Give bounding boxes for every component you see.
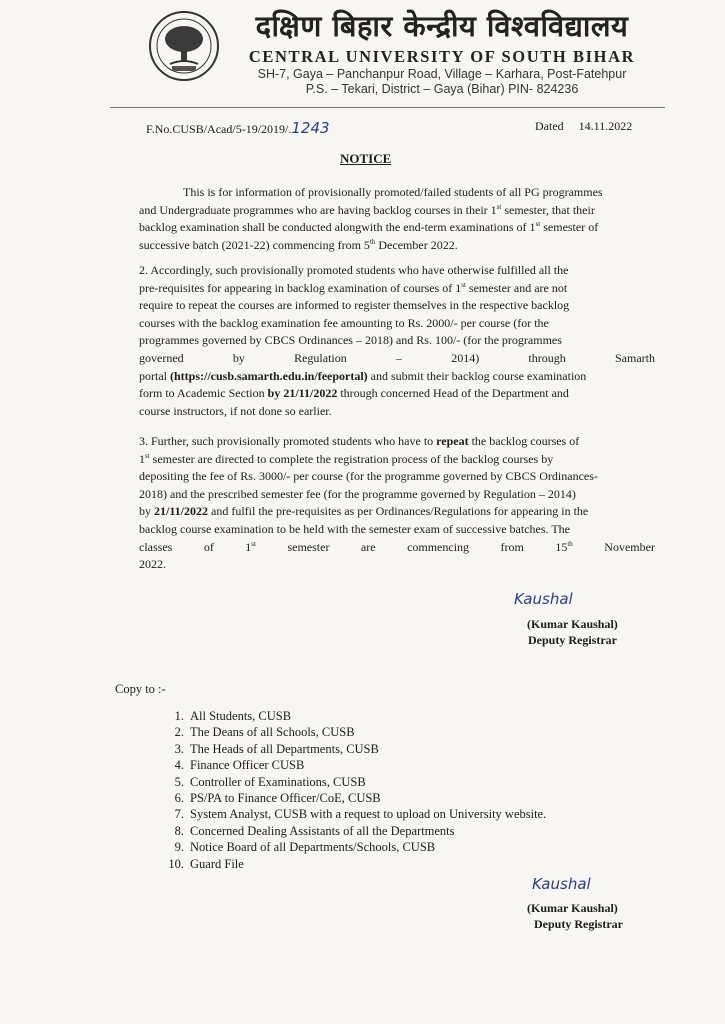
list-item (156, 823, 546, 839)
para3-text: 2022. (139, 557, 166, 572)
list-number: 9. (174, 840, 184, 855)
para2-text: semester and are not (465, 280, 568, 295)
header-divider (110, 107, 665, 108)
para3-word-base: 1 (245, 539, 252, 554)
list-number: 7. (174, 807, 184, 822)
para3-word-base: 15 (555, 539, 568, 554)
deadline-date: by 21/11/2022 (267, 386, 338, 401)
paragraph-1 (139, 184, 655, 254)
list-item-text: Notice Board of all Departments/Schools, CUSB (190, 840, 436, 855)
para2-word: Regulation (294, 350, 347, 365)
signatory-designation-1: Deputy Registrar (528, 633, 617, 647)
para2-word: – (395, 350, 402, 365)
para1-text: semester of (540, 220, 599, 235)
list-item-text: System Analyst, CUSB with a request to upload on University website. (190, 807, 547, 822)
university-address (222, 67, 662, 97)
para3-text: 3. Further, such provisionally promoted students who have to (139, 434, 437, 448)
para2-text: require to repeat the courses are informed to register themselves in the respective backlog (139, 298, 570, 313)
para3-word (245, 539, 256, 557)
list-item (156, 741, 546, 757)
file-number (146, 119, 330, 137)
para3-word: are (360, 539, 376, 554)
repeat-emphasis: repeat (436, 434, 469, 448)
superscript: st (496, 202, 502, 211)
para3-spread-line (139, 539, 655, 557)
superscript: st (145, 451, 150, 460)
list-item (156, 757, 546, 773)
para2-word: through (528, 350, 566, 365)
para3-word: commencing (407, 539, 470, 554)
address-line-2: P.S. – Tekari, District – Gaya (Bihar) PIN- 824236 (305, 82, 579, 96)
para3-word: of (203, 539, 214, 554)
para3-text: by (139, 504, 154, 519)
para2-text: programmes governed by CBCS Ordinances – 2018) and Rs. 100/- (for the programmes (139, 333, 562, 348)
notice-title: NOTICE (340, 151, 392, 166)
para3-text: 1 (139, 451, 145, 466)
list-number: 5. (174, 774, 184, 789)
list-item (156, 724, 546, 740)
notice-date: 14.11.2022 (578, 119, 633, 133)
file-number-handwritten: 1243 (291, 119, 330, 137)
para1-text: successive batch (2021-22) commencing from 5 (139, 237, 370, 252)
feeportal-link[interactable]: (https://cusb.samarth.edu.in/feeportal) (170, 368, 368, 383)
para2-word: governed (139, 350, 184, 365)
paragraph-3 (139, 433, 655, 574)
date-line (535, 119, 632, 134)
para3-text: backlog course examination to be held with the semester exam of successive batches. The (139, 521, 570, 536)
deadline-date: 21/11/2022 (154, 504, 209, 519)
para2-text: course instructors, if not done so earlier. (139, 403, 332, 418)
superscript: st (535, 220, 541, 229)
copy-to-label: Copy to :- (115, 682, 166, 696)
para3-text: and fulfil the pre-requisites as per Ordinances/Regulations for appearing in the (208, 504, 589, 519)
dated-label: Dated (535, 119, 564, 133)
list-item (156, 856, 546, 872)
list-item (156, 790, 546, 806)
para2-word: Samarth (614, 350, 655, 365)
superscript: th (369, 237, 376, 246)
list-item (156, 806, 546, 822)
address-line-1: SH-7, Gaya – Panchanpur Road, Village – Karhara, Post-Fatehpur (257, 67, 627, 81)
list-number: 2. (174, 725, 184, 740)
signatory-name-1: (Kumar Kaushal) (527, 617, 618, 631)
para2-text: 2. Accordingly, such provisionally promoted students who have otherwise fulfilled all the (139, 263, 569, 277)
list-item-text: Concerned Dealing Assistants of all the Departments (190, 823, 455, 838)
para3-text: 2018) and the prescribed semester fee (for the programme governed by Regulation – 2014) (139, 486, 576, 501)
signatory-designation-2: Deputy Registrar (534, 917, 623, 931)
list-number: 6. (174, 790, 184, 805)
list-item (156, 774, 546, 790)
list-number: 1. (174, 709, 184, 723)
list-item (156, 708, 546, 724)
para3-word: classes (139, 539, 173, 554)
para2-text: form to Academic Section (139, 386, 268, 401)
para3-text: depositing the fee of Rs. 3000/- per course (for the programme governed by CBCS Ordinances- (139, 469, 598, 484)
para2-text: courses with the backlog examination fee amounting to Rs. 2000/- per course (for the (139, 315, 549, 330)
handwritten-signature-1: Kaushal (514, 590, 573, 608)
list-number: 3. (174, 741, 184, 756)
university-name-english: CENTRAL UNIVERSITY OF SOUTH BIHAR (248, 47, 636, 66)
para1-text: backlog examination shall be conducted alongwith the end-term examinations of 1 (139, 220, 536, 235)
para1-text: and Undergraduate programmes who are having backlog courses in their 1 (139, 202, 497, 217)
para3-word (555, 539, 572, 557)
list-item (156, 839, 546, 855)
para2-text: portal (139, 368, 170, 383)
para3-text: the backlog courses of (468, 434, 580, 448)
list-item-text: PS/PA to Finance Officer/CoE, CUSB (190, 790, 381, 805)
signatory-name-2: (Kumar Kaushal) (527, 901, 618, 915)
list-item-text: The Heads of all Departments, CUSB (190, 741, 379, 756)
para2-spread-line (139, 350, 655, 368)
para2-text: and submit their backlog course examination (367, 368, 587, 383)
list-item-text: Finance Officer CUSB (190, 758, 305, 773)
para1-text: December 2022. (375, 237, 458, 252)
list-item-text: Guard File (190, 856, 244, 871)
list-item-text: The Deans of all Schools, CUSB (190, 725, 355, 740)
university-tree-seal-icon (148, 10, 220, 82)
para2-word: by (232, 350, 245, 365)
superscript: st (251, 539, 256, 548)
para1-text: This is for information of provisionally promoted/failed students of all PG programmes (183, 185, 603, 199)
list-item-text: All Students, CUSB (190, 709, 292, 723)
list-item-text: Controller of Examinations, CUSB (190, 774, 366, 789)
superscript: th (567, 539, 573, 548)
para3-word: from (500, 539, 524, 554)
file-number-prefix: F.No.CUSB/Acad/5-19/2019/. (146, 122, 292, 136)
copy-to-list (156, 708, 546, 872)
para1-text: semester, that their (501, 202, 595, 217)
para2-text: pre-requisites for appearing in backlog examination of courses of 1 (139, 280, 462, 295)
handwritten-signature-2: Kaushal (532, 875, 591, 893)
para3-text: semester are directed to complete the registration process of the backlog courses by (149, 451, 554, 466)
para2-text: through concerned Head of the Department and (337, 386, 569, 401)
list-number: 8. (174, 823, 184, 838)
para3-word: semester (287, 539, 330, 554)
paragraph-2 (139, 262, 655, 420)
university-name-hindi: दक्षिण बिहार केन्द्रीय विश्वविद्यालय (255, 9, 629, 43)
list-number: 10. (168, 856, 184, 871)
para2-word: 2014) (451, 350, 480, 365)
list-number: 4. (174, 758, 184, 773)
para3-word: November (604, 539, 655, 554)
superscript: st (461, 280, 466, 289)
